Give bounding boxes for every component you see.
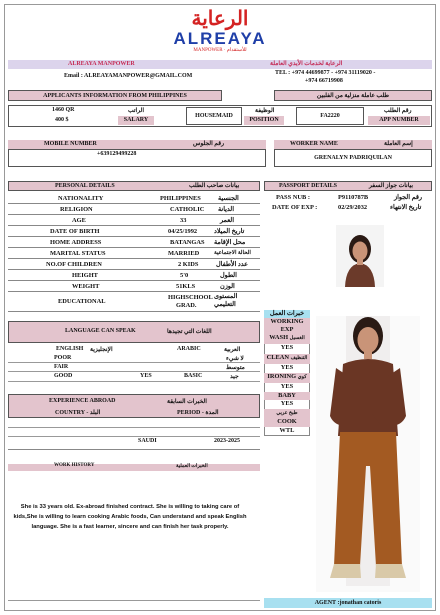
passport-row	[264, 193, 432, 203]
worker-label-bar	[274, 140, 432, 149]
personal-label: HOME ADDRESS	[50, 239, 102, 246]
work-title-ar: الخبرات العملية	[176, 464, 208, 469]
position-label-cell	[244, 116, 284, 125]
arabic-title: الرعاية لخدمات الأيدي العاملة	[270, 61, 343, 67]
personal-value: 51KLS	[176, 283, 196, 290]
personal-ar: الديانة	[218, 206, 235, 213]
language-title: LANGUAGE CAN SPEAK	[65, 328, 136, 334]
applicants-title-ar: طلب عاملة منزلية من الفلبين	[316, 93, 390, 99]
personal-title-ar: بيانات صاحب الطلب	[189, 183, 240, 189]
personal-row	[8, 270, 260, 281]
company-name: ALREAYA MANPOWER	[68, 61, 135, 67]
experience-country-value: SAUDI	[138, 438, 157, 444]
tel-line1: TEL : +974 44699877 - +974 31119020 -	[275, 70, 376, 76]
worker-value-cell	[274, 149, 432, 167]
personal-title-bar	[8, 181, 260, 191]
tel-line2: +974 66719908	[305, 78, 343, 84]
app-ar: رقم الطلب	[384, 108, 412, 114]
personal-ar: محل الإقامة	[214, 239, 246, 246]
personal-row	[8, 248, 260, 259]
headshot-photo	[336, 225, 384, 287]
level-label: FAIR	[54, 364, 69, 370]
agent-bar	[264, 598, 432, 608]
skill-baby: BABY	[264, 392, 310, 400]
exp-label: DATE OF EXP :	[272, 204, 318, 211]
position-value-cell	[186, 107, 242, 125]
level-ar: لا شيء	[226, 356, 244, 362]
app-value: FA2220	[320, 113, 340, 119]
personal-value: 2 KIDS	[178, 261, 199, 268]
position-label: POSITION	[249, 117, 279, 123]
pass-no-value: P9110787B	[338, 194, 369, 201]
personal-value: CATHOLIC	[170, 206, 205, 213]
personal-ar: العمر	[220, 217, 235, 224]
pass-no-ar: رقم الجواز	[394, 194, 423, 201]
applicants-title-bar	[8, 90, 222, 101]
level-arabic: BASIC	[184, 373, 203, 379]
personal-ar: الوزن	[220, 283, 235, 290]
logo-sub: MANPOWER · للأستقدام	[193, 48, 247, 53]
personal-ar: عدد الأطفال	[216, 261, 248, 268]
personal-ar: الجنسية	[218, 195, 239, 202]
company-logo	[160, 8, 280, 58]
salary-usd: 400 $	[55, 117, 69, 123]
personal-label: HEIGHT	[72, 272, 98, 279]
worker-label: WORKER NAME	[290, 141, 338, 147]
personal-ar: الطول	[220, 272, 237, 279]
personal-row	[8, 193, 260, 204]
experience-title: EXPERIENCE ABROAD	[49, 398, 116, 404]
applicants-title: APPLICANTS INFORMATION FROM PHILIPPINES	[43, 93, 187, 99]
mobile-value: +639129499228	[97, 151, 137, 157]
experience-period-value: 2023-2025	[214, 438, 240, 444]
mobile-label-ar: رقم الجلوس	[193, 141, 225, 147]
skill-wash-value: YES	[280, 344, 294, 351]
logo-arabic: الرعاية	[191, 8, 249, 30]
agent: AGENT :jonathan catoris	[314, 600, 382, 606]
experience-table	[8, 418, 260, 450]
personal-row	[8, 259, 260, 270]
worker-value: GRENALYN PADRIQUILAN	[314, 155, 392, 161]
level-ar: جيد	[230, 374, 239, 380]
personal-ar: تاريخ الميلاد	[214, 228, 245, 235]
personal-row	[8, 204, 260, 215]
personal-label: RELIGION	[60, 206, 93, 213]
position-value: HOUSEMAID	[195, 113, 233, 119]
app-label-cell	[368, 116, 430, 125]
language-title-ar: اللغات التي تجيدها	[167, 329, 212, 335]
skill-wash: WASH الغسيل	[264, 334, 310, 344]
personal-row	[8, 226, 260, 237]
salary-label-cell	[118, 116, 154, 125]
personal-label: NATIONALITY	[58, 195, 104, 202]
personal-value: PHILIPPINES	[160, 195, 201, 202]
description: She is 33 years old. Ex-abroad finished contract. She is willing to taking care of kids,She is willing to learn cooking Arabic foods, Can understand and speak English language. She is a fast learner, sincere and can finish her task properly.	[13, 504, 247, 530]
passport-title: PASSPORT DETAILS	[279, 183, 337, 189]
salary-qr: 1460 QR	[52, 107, 75, 113]
personal-value: 5'0	[180, 272, 189, 279]
experience-title-bar	[8, 394, 260, 418]
worker-label-ar: إسم العاملة	[384, 141, 413, 147]
applicants-title-ar-bar	[274, 90, 432, 101]
header-bar	[8, 60, 432, 69]
level-label: POOR	[54, 355, 72, 361]
personal-ar: الحالة الاجتماعية	[214, 250, 251, 256]
personal-value: 04/25/1992	[168, 228, 198, 235]
skill-baby-value: YES	[280, 400, 294, 407]
mobile-label: MOBILE NUMBER	[44, 141, 97, 147]
education-label: EDUCATIONAL	[58, 298, 106, 305]
mobile-value-cell	[8, 149, 266, 167]
lang-arabic: ARABIC	[177, 346, 201, 352]
salary-label: SALARY	[123, 117, 149, 123]
personal-value: MARRIED	[168, 250, 200, 257]
personal-label: DATE OF BIRTH	[50, 228, 100, 235]
app-value-cell	[296, 107, 364, 125]
email: Email : ALREAYAMANPOWER@GMAIL.COM	[64, 73, 193, 79]
level-ar: متوسط	[226, 365, 245, 371]
logo-latin: ALREAYA	[173, 29, 267, 48]
language-grid	[8, 354, 260, 384]
personal-row	[8, 215, 260, 226]
level-english: YES	[140, 373, 152, 379]
experience-period: PERIOD - المدة	[177, 410, 219, 416]
salary-qr-ar: الراتب	[128, 108, 145, 114]
personal-label: NO.OF CHILDREN	[46, 261, 102, 268]
education-value1: HIGHSCHOOL	[168, 294, 213, 301]
skill-ironing: IRONING كوي	[264, 373, 310, 383]
personal-label: MARITAL STATUS	[50, 250, 106, 257]
passport-title-ar: بيانات جواز السفر	[369, 183, 414, 189]
personal-value: BATANGAS	[170, 239, 205, 246]
lang-english-ar: الإنجليزية	[90, 347, 113, 353]
language-title-bar	[8, 321, 260, 343]
exp-ar: تاريخ الانتهاء	[390, 204, 422, 211]
skill-clean: CLEAN التنظيف	[264, 354, 310, 364]
experience-country: COUNTRY - البلد	[55, 410, 101, 416]
personal-row	[8, 281, 260, 292]
skill-cook-value: WTL	[279, 427, 295, 434]
skill-cook: طبخ عربي COOK	[264, 409, 310, 427]
work-title: WORK HISTORY	[54, 463, 95, 468]
personal-row	[8, 237, 260, 248]
personal-value: 33	[180, 217, 187, 224]
lang-arabic-ar: العربية	[224, 347, 241, 353]
level-label: GOOD	[54, 373, 73, 379]
lang-english: ENGLISH	[56, 346, 84, 352]
pass-no-label: PASS NUB :	[276, 194, 310, 201]
education-value2: GRAD.	[176, 302, 197, 309]
personal-title: PERSONAL DETAILS	[55, 183, 115, 189]
position-ar: الوظيفة	[255, 108, 275, 114]
personal-label: WEIGHT	[72, 283, 100, 290]
personal-row-education	[8, 292, 260, 312]
education-ar: المستوى التعليمي	[214, 293, 238, 308]
personal-label: AGE	[72, 217, 86, 224]
skill-ironing-value: YES	[280, 383, 294, 390]
experience-title-ar: الخبرات السابقة	[167, 399, 207, 405]
app-label: APP NUMBER	[379, 117, 419, 123]
skill-clean-value: YES	[280, 364, 294, 371]
passport-row	[264, 203, 432, 213]
full-body-photo	[316, 316, 420, 592]
work-title-bar	[8, 464, 260, 471]
passport-title-bar	[264, 181, 432, 191]
exp-value: 02/29/2032	[338, 204, 368, 211]
skill-working-exp: WORKING EXP	[264, 318, 310, 334]
skills-title: خبرات العمل	[264, 310, 310, 318]
mobile-label-bar	[8, 140, 266, 149]
footer-line	[8, 600, 260, 601]
